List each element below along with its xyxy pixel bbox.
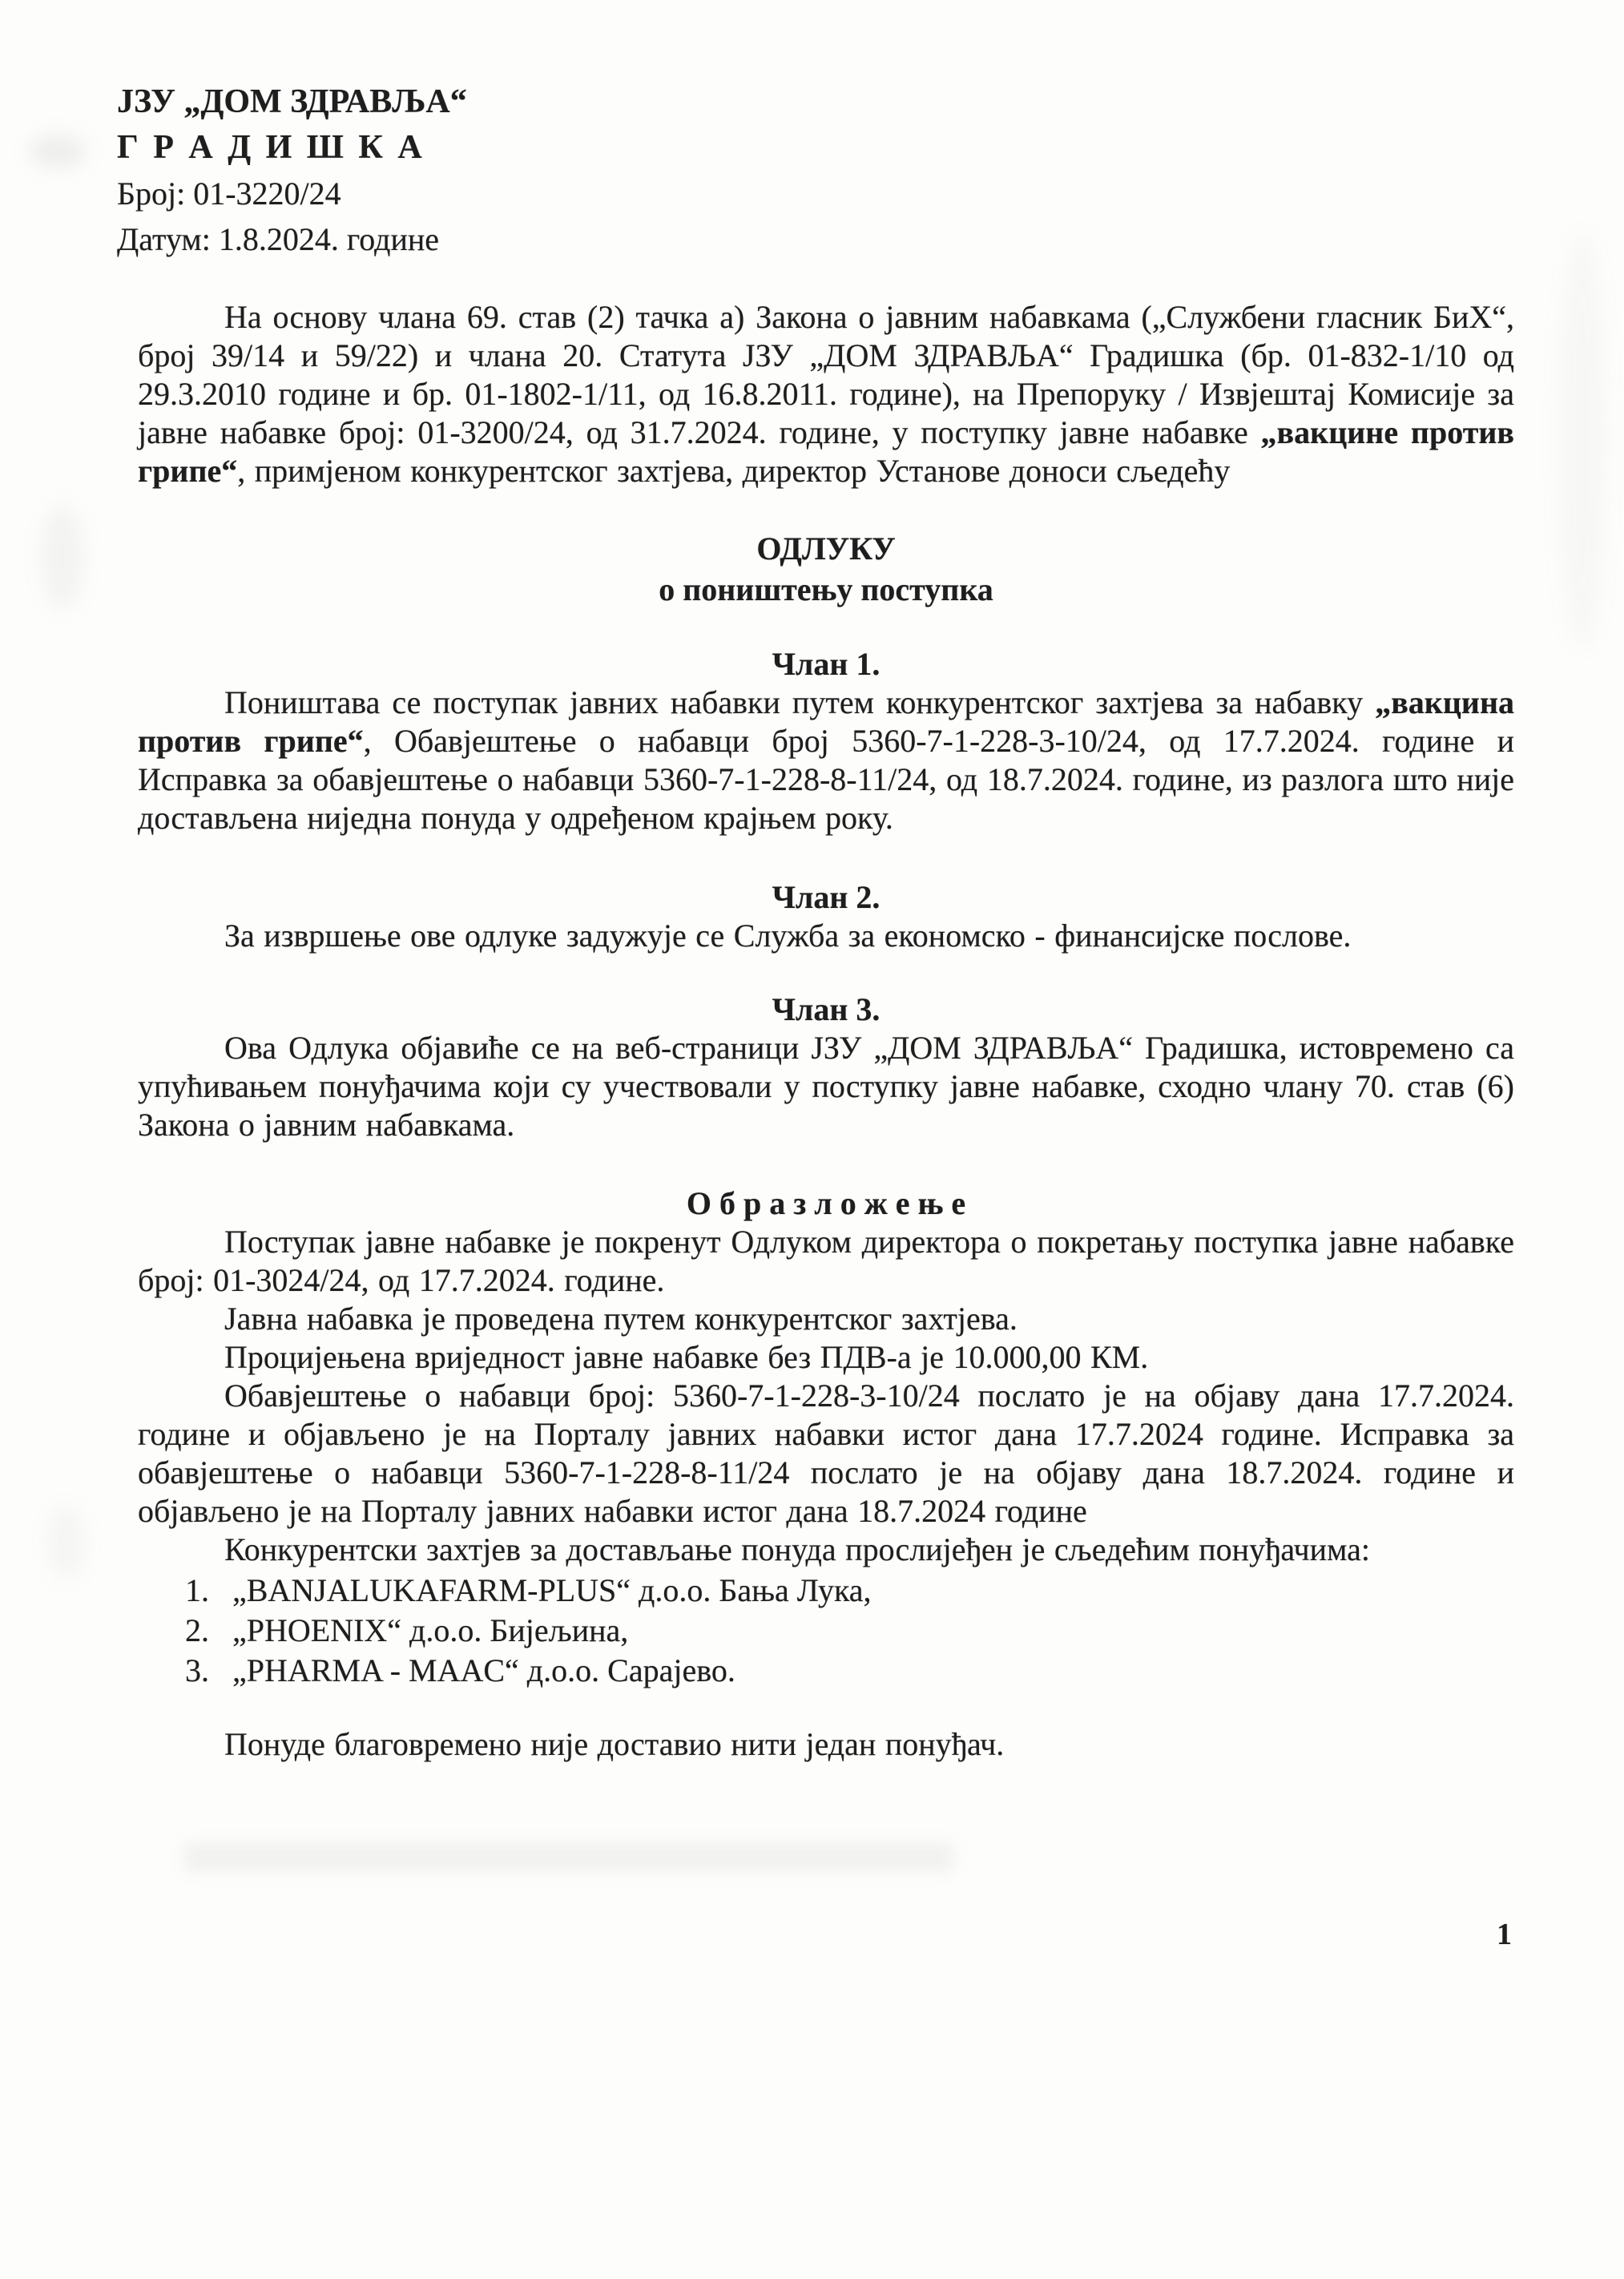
scan-smudge xyxy=(48,1507,85,1579)
rationale-paragraph-5: Конкурентски захтјев за достављање понуда прослијеђен је сљедећим понуђачима: xyxy=(224,1531,1370,1567)
org-name-line2: Г Р А Д И Ш К А xyxy=(117,129,425,166)
bidder-list-item xyxy=(138,1611,1514,1651)
document-date: Датум: 1.8.2024. године xyxy=(117,221,440,257)
rationale-paragraph-3: Процијењена вриједност јавне набавке без ПДВ-а је 10.000,00 КМ. xyxy=(224,1339,1149,1375)
article-2-paragraph: За извршење ове одлуке задужује се Служба за економско - финансијске послове. xyxy=(224,918,1352,954)
bidder-list-item xyxy=(138,1651,1514,1691)
article-3-paragraph: Ова Одлука објавиће се на веб-страници ЈЗУ „ДОМ ЗДРАВЉА“ Градишка, истовремено са упућивањем понуђачима који су учествовали у поступку јавне набавке, сходно члану 70. став (6) Закона о јавним набавкама. xyxy=(138,1030,1514,1143)
scan-smudge xyxy=(42,505,83,609)
article-1-text-pre: Поништава се поступак јавних набавки путем конкурентског захтјева за набавку xyxy=(224,684,1376,720)
article-1-text-bold: „вакцина против грипе“ xyxy=(138,684,1514,759)
bidder-list xyxy=(138,1571,1514,1691)
closing-paragraph: Понуде благовремено није доставио нити један понуђач. xyxy=(224,1726,1005,1762)
rationale-paragraph-1: Поступак јавне набавке је покренут Одлуком директора о покретању поступка јавне набавке број: 01-3024/24, од 17.7.2024. године. xyxy=(138,1224,1514,1298)
decision-title: ОДЛУКУ xyxy=(756,530,896,567)
intro-text-pre: На основу члана 69. став (2) тачка а) Закона о јавним набавкама („Службени гласник БиХ“, број 39/14 и 59/22) и члана 20. Статута ЈЗУ „ДОМ ЗДРАВЉА“ Градишка (бр. 01-832-1/10 од 29.3.2010 године и бр. 01-1802-1/11, од 16.8.2011. године), на Препоруку / Извјештај Комисије за јавне набавке број: 01-3200/24, од 31.7.2024. године, у поступку јавне набавке xyxy=(138,299,1514,450)
article-1-text-post: , Обавјештење о набавци број 5360-7-1-228-3-10/24, од 17.7.2024. године и Исправка за обавјештење о набавци 5360-7-1-228-8-11/24, од 18.7.2024. године, из разлога што није достављена ниједна понуда у одређеном крајњем року. xyxy=(138,723,1514,836)
article-3-heading: Члан 3. xyxy=(772,991,881,1027)
org-name-line1: ЈЗУ „ДОМ ЗДРАВЉА“ xyxy=(117,83,467,120)
rationale-paragraph-2: Јавна набавка је проведена путем конкурентског захтјева. xyxy=(224,1301,1018,1337)
bidder-number: 1. xyxy=(185,1572,209,1608)
document-content xyxy=(117,79,1514,1764)
article-2-heading: Члан 2. xyxy=(772,879,881,915)
scan-smudge xyxy=(1558,232,1606,649)
scan-ghost-band xyxy=(184,1843,953,1872)
rationale-paragraph-4: Обавјештење о набавци број: 5360-7-1-228-3-10/24 послато је на објаву дана 17.7.2024. године и објављено је на Порталу јавних набавки истог дана 17.7.2024 године. Исправка за обавјештење о набавци 5360-7-1-228-8-11/24 послато је на објаву дана 18.7.2024. године и објављено је на Порталу јавних набавки истог дана 18.7.2024 године xyxy=(138,1377,1514,1529)
intro-paragraph xyxy=(138,298,1514,490)
article-1-paragraph xyxy=(138,684,1514,837)
article-1-heading: Члан 1. xyxy=(772,646,881,682)
bidder-name: „PHARMA - MAAC“ д.о.о. Сарајево. xyxy=(232,1652,735,1688)
rationale-heading: О б р а з л о ж е њ е xyxy=(686,1185,966,1221)
bidder-list-item xyxy=(138,1571,1514,1611)
bidder-number: 3. xyxy=(185,1652,209,1688)
bidder-name: „PHOENIX“ д.о.о. Бијељина, xyxy=(232,1612,629,1648)
bidder-name: „BANJALUKAFARM-PLUS“ д.о.о. Бања Лука, xyxy=(232,1572,872,1608)
scan-smudge xyxy=(29,135,87,168)
bidder-number: 2. xyxy=(185,1612,209,1648)
intro-text-post: , примјеном конкурентског захтјева, директор Установе доноси сљедећу xyxy=(237,453,1231,489)
document-number: Број: 01-3220/24 xyxy=(117,175,341,212)
decision-subtitle: о поништењу поступка xyxy=(659,571,993,607)
page-number: 1 xyxy=(1497,1918,1512,1951)
intro-text-bold: „вакцине против грипе“ xyxy=(138,414,1514,489)
